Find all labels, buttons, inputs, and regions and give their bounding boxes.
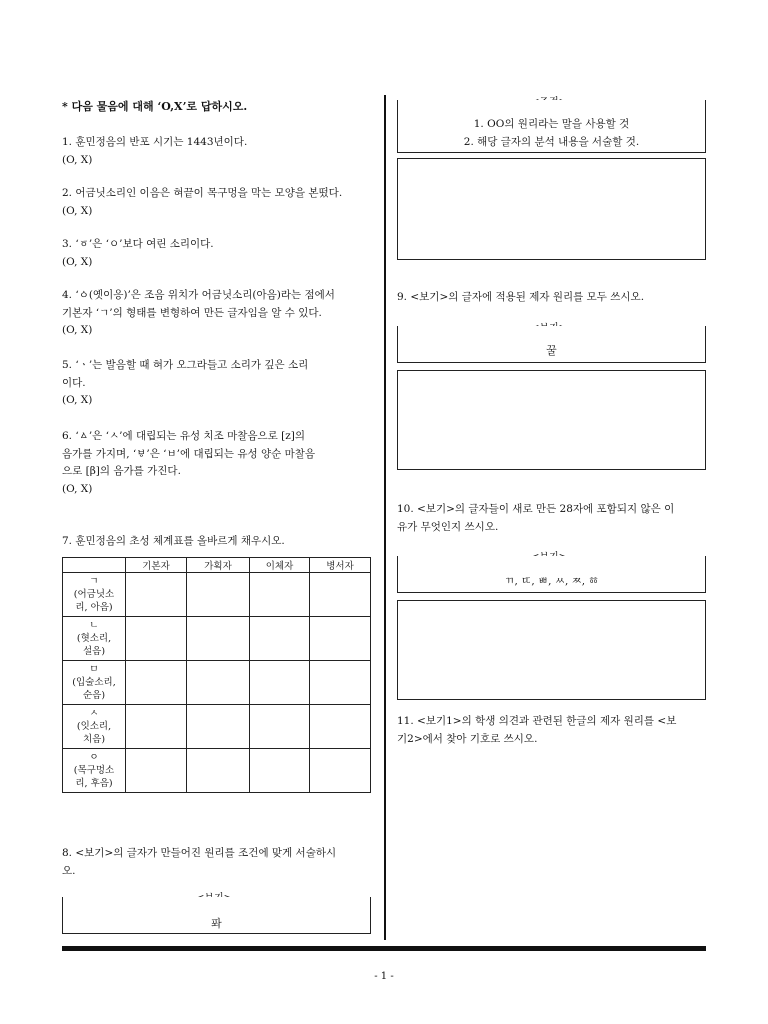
question-6-line-1: 6. ‘ㅿ’은 ‘ㅅ’에 대립되는 유성 치조 마찰음으로 [z]의 [62, 430, 306, 442]
question-5-line-2: 이다. [62, 376, 86, 389]
row-desc-1: (혓소리, [76, 633, 112, 644]
question-3 [62, 236, 214, 271]
page-number: - 1 - [374, 971, 394, 982]
row-desc-2: 리, 후음) [75, 778, 113, 789]
column-divider [384, 95, 386, 940]
table-row [63, 661, 371, 705]
row-label-glottal [63, 749, 126, 793]
row-label-labial [63, 661, 126, 705]
question-4-options: (O, X) [62, 324, 93, 336]
answer-cell[interactable] [250, 749, 310, 793]
answer-cell[interactable] [187, 573, 250, 617]
question-10 [397, 501, 707, 536]
answer-box-q8[interactable] [397, 158, 706, 260]
answer-cell[interactable] [187, 661, 250, 705]
consonant-table [62, 557, 371, 793]
table-row [63, 705, 371, 749]
example-content: 꿀 [546, 344, 557, 357]
question-2 [62, 185, 342, 220]
example-content: ㄲ, ㄸ, ㅃ, ㅆ, ㅉ, ㆅ [504, 575, 599, 587]
question-4-line-2: 기본자 ‘ㄱ’의 형태를 변형하여 만든 글자임을 알 수 있다. [62, 306, 322, 319]
table-header-blank [63, 558, 126, 573]
example-box-q8 [62, 897, 371, 934]
answer-cell[interactable] [187, 617, 250, 661]
answer-cell[interactable] [310, 573, 371, 617]
footer-rule [62, 946, 706, 951]
answer-cell[interactable] [126, 749, 187, 793]
question-1-text: 1. 훈민정음의 반포 시기는 1443년이다. [62, 136, 248, 148]
row-char: ㅅ [89, 708, 99, 719]
table-row [63, 749, 371, 793]
answer-cell[interactable] [126, 661, 187, 705]
table-header-stroke-added: 가획자 [187, 558, 250, 573]
row-desc-1: (어금닛소 [73, 589, 115, 600]
row-char: ㅁ [89, 664, 99, 675]
question-1 [62, 134, 247, 169]
row-label-velar [63, 573, 126, 617]
answer-cell[interactable] [310, 617, 371, 661]
instruction: * 다음 물음에 대해 ‘O,X’로 답하시오. [62, 100, 248, 113]
table-row [63, 573, 371, 617]
question-6-options: (O, X) [62, 482, 93, 495]
question-6-line-3: 으로 [β]의 음가를 가진다. [62, 465, 181, 477]
answer-cell[interactable] [310, 749, 371, 793]
example-box-q9 [397, 326, 706, 363]
question-8-line-1: 8. <보기>의 글자가 만들어진 원리를 조건에 맞게 서술하시 [62, 847, 337, 859]
row-label-dental [63, 705, 126, 749]
row-desc-2: 치음) [82, 734, 106, 745]
question-11-line-1: 11. <보기1>의 학생 의견과 관련된 한글의 제자 원리를 <보 [397, 715, 677, 727]
answer-cell[interactable] [187, 749, 250, 793]
question-10-line-1: 10. <보기>의 글자들이 새로 만든 28자에 포함되지 않은 이 [397, 503, 675, 515]
example-content: 퐈 [211, 917, 222, 930]
answer-cell[interactable] [126, 573, 187, 617]
question-1-options: (O, X) [62, 153, 93, 166]
answer-box-q10[interactable] [397, 600, 706, 700]
row-desc-1: (잇소리, [76, 721, 112, 732]
answer-cell[interactable] [126, 705, 187, 749]
row-char: ㅇ [89, 752, 99, 763]
row-desc-1: (목구멍소 [73, 765, 115, 776]
row-desc-2: 설음) [82, 646, 106, 657]
question-8-line-2: 오. [62, 864, 76, 877]
question-4-line-1: 4. ‘ㆁ(옛이응)’은 조음 위치가 어금닛소리(아음)라는 점에서 [62, 289, 335, 301]
answer-cell[interactable] [126, 617, 187, 661]
question-5-options: (O, X) [62, 394, 93, 406]
condition-box [397, 100, 706, 153]
question-5-line-1: 5. ‘ㆍ’는 발음할 때 혀가 오그라들고 소리가 깊은 소리 [62, 359, 309, 371]
row-desc-2: 리, 아음) [75, 602, 113, 613]
question-11 [397, 713, 707, 748]
row-char: ㄴ [89, 620, 99, 631]
question-8 [62, 845, 374, 880]
answer-cell[interactable] [187, 705, 250, 749]
table-header-basic: 기본자 [126, 558, 187, 573]
row-desc-2: 순음) [82, 690, 106, 701]
answer-cell[interactable] [250, 661, 310, 705]
question-3-options: (O, X) [62, 255, 93, 268]
question-6 [62, 428, 372, 498]
table-header-row [63, 558, 371, 573]
question-4 [62, 287, 372, 340]
question-3-text: 3. ‘ㆆ’은 ‘ㅇ’보다 여린 소리이다. [62, 238, 214, 250]
condition-1: 1. OO의 원리라는 말을 사용할 것 [473, 118, 630, 130]
question-5 [62, 357, 372, 410]
row-char: ㄱ [89, 576, 99, 587]
question-2-options: (O, X) [62, 204, 93, 217]
question-10-line-2: 유가 무엇인지 쓰시오. [397, 520, 499, 533]
row-desc-1: (입술소리, [72, 677, 116, 688]
answer-cell[interactable] [250, 573, 310, 617]
question-2-text: 2. 어금닛소리인 이음은 혀끝이 목구멍을 막는 모양을 본떴다. [62, 187, 343, 199]
answer-cell[interactable] [250, 705, 310, 749]
answer-cell[interactable] [250, 617, 310, 661]
question-11-line-2: 기2>에서 찾아 기호로 쓰시오. [397, 732, 538, 745]
table-header-variant: 이체자 [250, 558, 310, 573]
row-label-alveolar [63, 617, 126, 661]
answer-box-q9[interactable] [397, 370, 706, 470]
question-6-line-2: 음가를 가지며, ‘ㅸ’은 ‘ㅂ’에 대립되는 유성 양순 마찰음 [62, 447, 316, 460]
table-header-combined: 병서자 [310, 558, 371, 573]
answer-cell[interactable] [310, 661, 371, 705]
question-9-text: 9. <보기>의 글자에 적용된 제자 원리를 모두 쓰시오. [397, 291, 645, 303]
answer-cell[interactable] [310, 705, 371, 749]
question-7-text: 7. 훈민정음의 초성 체계표를 올바르게 채우시오. [62, 535, 285, 547]
example-box-q10 [397, 556, 706, 593]
condition-2: 2. 해당 글자의 분석 내용을 서술할 것. [463, 136, 640, 148]
table-row [63, 617, 371, 661]
